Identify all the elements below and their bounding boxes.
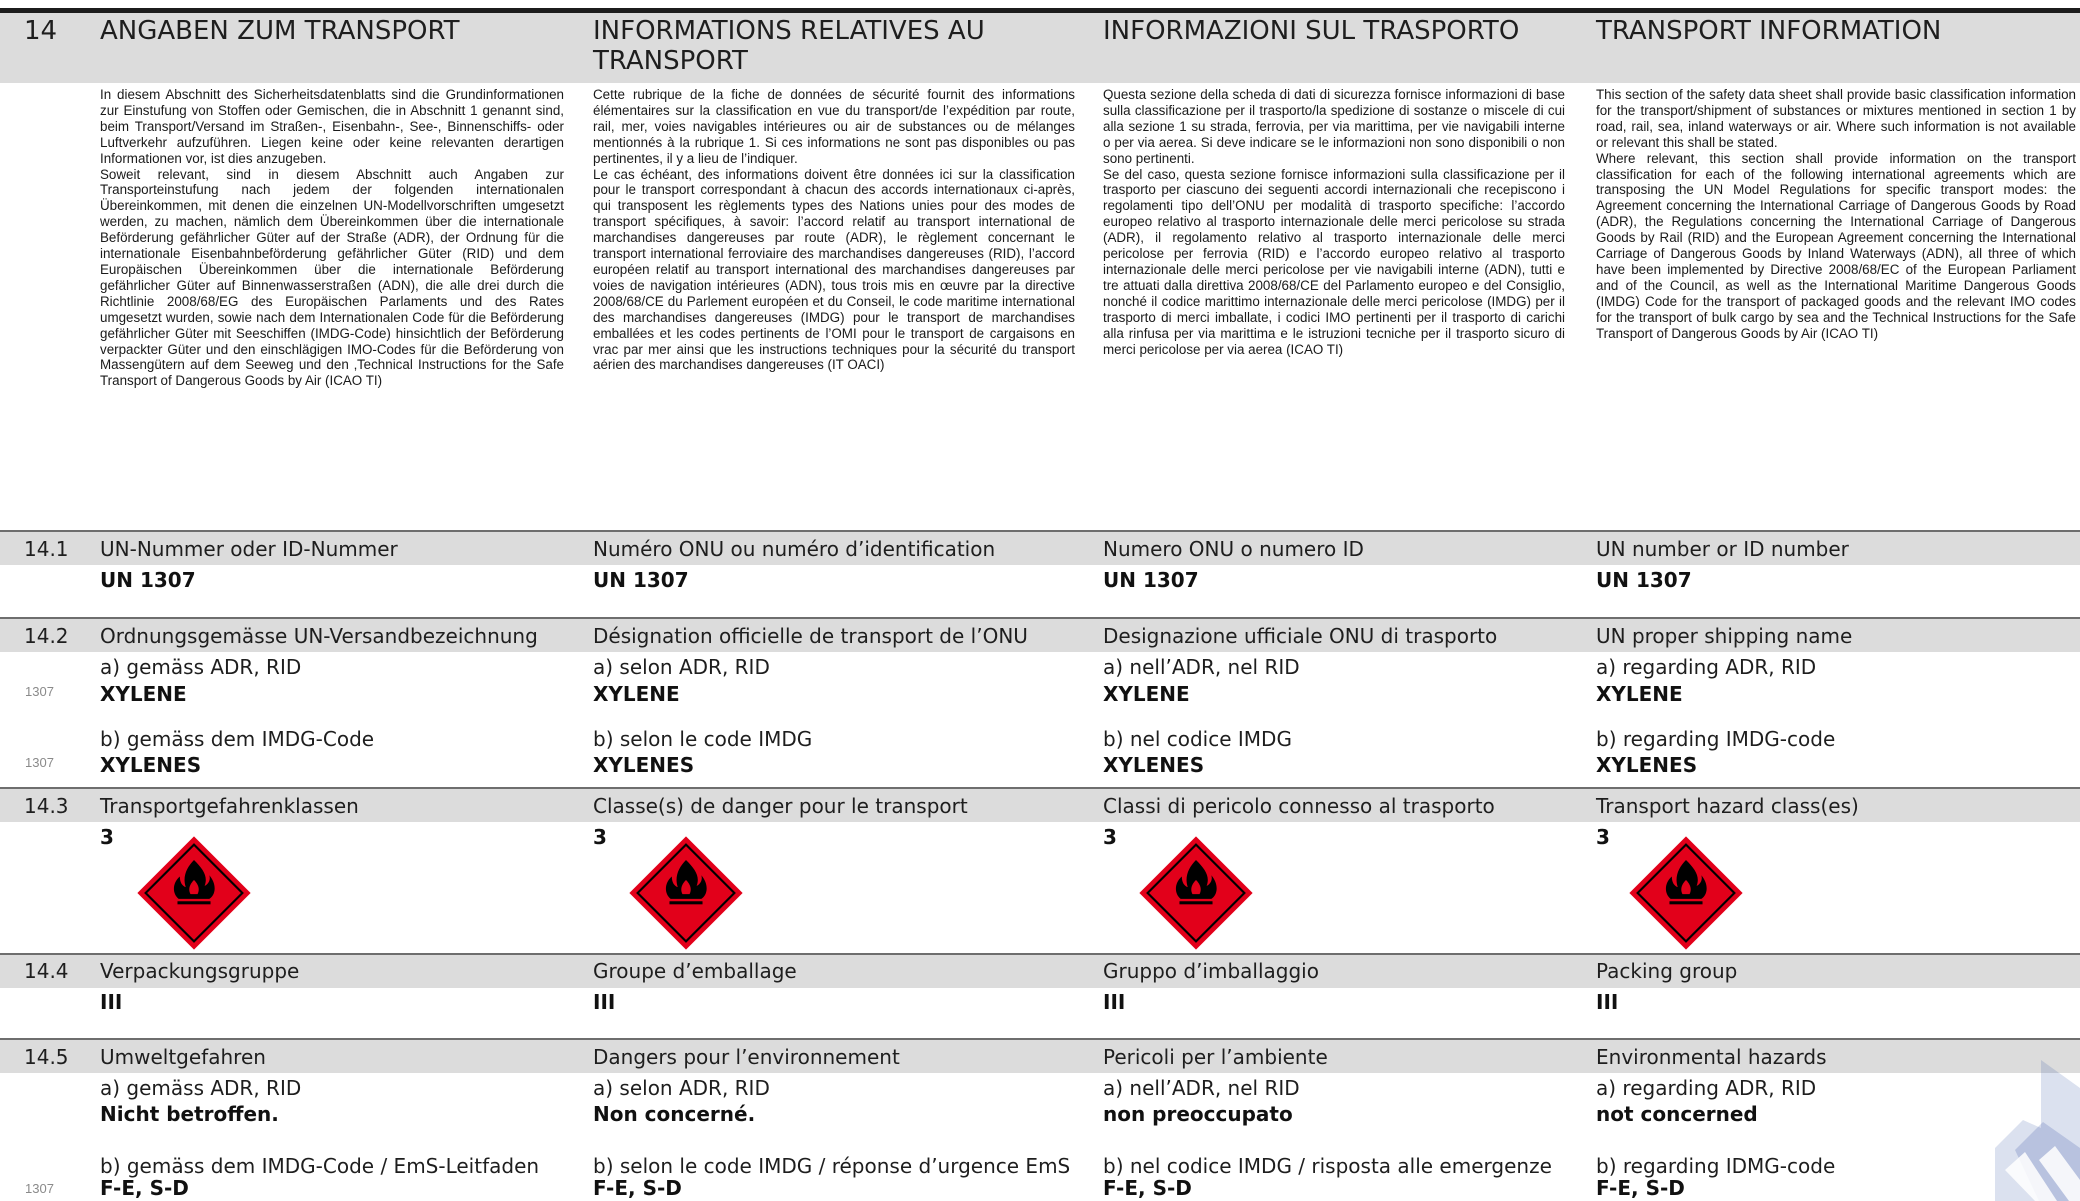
section-14-1-number: 14.1 <box>24 537 69 561</box>
s141-value-de: UN 1307 <box>100 568 196 592</box>
s142-b-value-fr: XYLENES <box>593 753 695 777</box>
heading-en: TRANSPORT INFORMATION <box>1596 16 1942 46</box>
s142-b-label-fr: b) selon le code IMDG <box>593 727 813 751</box>
intro-en <box>1596 87 2076 342</box>
s145-a-label-de: a) gemäss ADR, RID <box>100 1076 302 1100</box>
s142-a-label-fr: a) selon ADR, RID <box>593 655 770 679</box>
s145-b-label-fr: b) selon le code IMDG / réponse d’urgence EmS <box>593 1154 1071 1178</box>
s141-heading-de: UN-Nummer oder ID-Nummer <box>100 537 398 561</box>
s143-value-fr: 3 <box>593 825 607 849</box>
s142-b-label-en: b) regarding IMDG-code <box>1596 727 1836 751</box>
s144-heading-de: Verpackungsgruppe <box>100 959 300 983</box>
section-14-4-band <box>0 955 2080 988</box>
s144-value-fr: III <box>593 990 616 1014</box>
s143-heading-fr: Classe(s) de danger pour le transport <box>593 794 968 818</box>
flammable-diamond-icon <box>627 834 745 952</box>
s145-b-value-de: F-E, S-D <box>100 1176 189 1200</box>
s145-heading-en: Environmental hazards <box>1596 1045 1827 1069</box>
s145-b-value-fr: F-E, S-D <box>593 1176 682 1200</box>
s142-b-value-it: XYLENES <box>1103 753 1205 777</box>
intro-en-p2: Where relevant, this section shall provide information on the transport classification for each of the following international agreements which are transposing the UN Model Regulations for specific transport modes: the Agreement concerning the International Carriage of Dangerous Goods by Road (ADR), the Regulations concerning the International Carriage of Dangerous Goods by Rail (RID) and the European Agreement concerning the International Carriage of Dangerous Goods by Inland Waterways (ADN), all three of which have been implemented by Directive 2008/68/EC of the European Parliament and of the Council, as well as the International Maritime Dangerous Goods (IMDG) Code for the transport of packaged goods and the relevant IMO codes for the transport of bulk cargo by sea and the Technical Instructions for the Safe Transport of Dangerous Goods by Air (ICAO TI) <box>1596 150 2076 341</box>
s142-heading-en: UN proper shipping name <box>1596 624 1853 648</box>
s142-b-label-it: b) nel codice IMDG <box>1103 727 1292 751</box>
s145-b-label-de: b) gemäss dem IMDG-Code / EmS-Leitfaden <box>100 1154 540 1178</box>
s145-heading-de: Umweltgefahren <box>100 1045 266 1069</box>
s142-a-value-it: XYLENE <box>1103 682 1190 706</box>
s142-a-value-de: XYLENE <box>100 682 187 706</box>
section-14-5-number: 14.5 <box>24 1045 69 1069</box>
section-14-2-number: 14.2 <box>24 624 69 648</box>
s145-a-value-de: Nicht betroffen. <box>100 1102 279 1126</box>
section-14-3-number: 14.3 <box>24 794 69 818</box>
s142-side-code-a: 1307 <box>25 684 54 699</box>
s145-a-value-en: not concerned <box>1596 1102 1758 1126</box>
flammable-diamond-icon <box>1627 834 1745 952</box>
s144-heading-fr: Groupe d’emballage <box>593 959 797 983</box>
heading-it: INFORMAZIONI SUL TRASPORTO <box>1103 16 1520 46</box>
heading-fr: INFORMATIONS RELATIVES AU TRANSPORT <box>593 16 985 76</box>
s144-value-en: III <box>1596 990 1619 1014</box>
s145-a-value-it: non preoccupato <box>1103 1102 1293 1126</box>
s142-a-label-it: a) nell’ADR, nel RID <box>1103 655 1300 679</box>
s141-value-en: UN 1307 <box>1596 568 1692 592</box>
s141-heading-it: Numero ONU o numero ID <box>1103 537 1364 561</box>
intro-fr-p2: Le cas échéant, des informations doivent être données ici sur la classification pour le transport correspondant à chacun des accords internationaux ci-après, qui transposent les règlements types des Nations unies pour des modes de transport spécifiques, à savoir: l’accord relatif au transport international de marchandises dangereuses par route (ADR), le règlement concernant le transport international ferroviaire des marchandises dangereuses (RID), l’accord européen relatif au transport international des marchandises dangereuses par voies de navigation intérieures (ADN), tous trois mis en œuvre par la directive 2008/68/CE du Parlement européen et du Conseil, le code maritime international des marchandises dangereuses (IMDG) pour le transport de marchandises emballées et les codes pertinents de l’OMI pour le transport de cargaisons en vrac par mer ainsi que les instructions techniques pour la sécurité du transport aérien des marchandises dangereuses (IT OACI) <box>593 166 1075 373</box>
s143-heading-de: Transportgefahrenklassen <box>100 794 359 818</box>
intro-fr <box>593 87 1075 373</box>
intro-fr-p1: Cette rubrique de la fiche de données de sécurité fournit des informations élémentaires sur la classification en vue du transport/de l’expédition par route, rail, mer, voies navigables intérieures ou air de substances ou de mélanges mentionnés à la rubrique 1. Si ces informations ne sont pas disponibles ou pas pertinentes, il y a lieu de l’indiquer. <box>593 87 1075 166</box>
s142-a-label-en: a) regarding ADR, RID <box>1596 655 1817 679</box>
heading-de: ANGABEN ZUM TRANSPORT <box>100 16 460 46</box>
s143-value-it: 3 <box>1103 825 1117 849</box>
s145-a-label-it: a) nell’ADR, nel RID <box>1103 1076 1300 1100</box>
s143-heading-en: Transport hazard class(es) <box>1596 794 1859 818</box>
s144-value-de: III <box>100 990 123 1014</box>
s144-heading-it: Gruppo d’imballaggio <box>1103 959 1319 983</box>
s142-a-label-de: a) gemäss ADR, RID <box>100 655 302 679</box>
s145-heading-it: Pericoli per l’ambiente <box>1103 1045 1328 1069</box>
s141-heading-fr: Numéro ONU ou numéro d’identification <box>593 537 996 561</box>
section-14-4-number: 14.4 <box>24 959 69 983</box>
s145-a-value-fr: Non concerné. <box>593 1102 756 1126</box>
intro-it-p2: Se del caso, questa sezione fornisce informazioni sulla classificazione per il trasporto per ciascuno dei seguenti accordi internazionali che recepiscono i regolamenti tipo dell’ONU per modalità di trasporto specifiche: l’accordo europeo relativo al trasporto internazionale delle merci pericolose su strada (ADR), il regolamento relativo al trasporto internazionale delle merci pericolose per ferrovia (RID) e l’accordo europeo relativo al trasporto internazionale delle merci pericolose per vie navigabili interne (ADN), tutti e tre attuati dalla direttiva 2008/68/CE del Parlamento europeo e del Consiglio, nonché il codice marittimo internazionale delle merci pericolose (IMDG) per il trasporto di merci imballate, i codici IMO pertinenti per il trasporto di carichi alla rinfusa per via marittima e le istruzioni tecniche per il trasporto sicuro di merci pericolose per via aerea (ICAO TI) <box>1103 166 1565 357</box>
s142-b-value-en: XYLENES <box>1596 753 1698 777</box>
s142-side-code-b: 1307 <box>25 755 54 770</box>
flammable-diamond-icon <box>135 834 253 952</box>
s142-a-value-fr: XYLENE <box>593 682 680 706</box>
s142-heading-it: Designazione ufficiale ONU di trasporto <box>1103 624 1498 648</box>
s143-value-en: 3 <box>1596 825 1610 849</box>
s145-b-label-it: b) nel codice IMDG / risposta alle emergenze <box>1103 1154 1552 1178</box>
s143-value-de: 3 <box>100 825 114 849</box>
intro-de-p1: In diesem Abschnitt des Sicherheitsdatenblatts sind die Grundinformationen zur Einstufung von Stoffen oder Gemischen, die in Abschnitt 1 genannt sind, beim Transport/Versand im Straßen-, Eisenbahn-, See-, Binnenschiffs- oder Luftverkehr aufzuführen. Liegen keine oder keine relevanten derartigen Informationen vor, ist dies anzugeben. <box>100 87 564 166</box>
s141-heading-en: UN number or ID number <box>1596 537 1849 561</box>
s141-value-fr: UN 1307 <box>593 568 689 592</box>
s145-b-label-en: b) regarding IDMG-code <box>1596 1154 1836 1178</box>
intro-en-p1: This section of the safety data sheet shall provide basic classification information for the transport/shipment of substances or mixtures mentioned in section 1 by road, rail, sea, inland waterways or air. Where such information is not available or relevant this shall be stated. <box>1596 87 2076 150</box>
s143-heading-it: Classi di pericolo connesso al trasporto <box>1103 794 1495 818</box>
s141-value-it: UN 1307 <box>1103 568 1199 592</box>
s145-a-label-en: a) regarding ADR, RID <box>1596 1076 1817 1100</box>
intro-it <box>1103 87 1565 357</box>
s144-heading-en: Packing group <box>1596 959 1738 983</box>
s144-value-it: III <box>1103 990 1126 1014</box>
flammable-diamond-icon <box>1137 834 1255 952</box>
s145-a-label-fr: a) selon ADR, RID <box>593 1076 770 1100</box>
s142-heading-de: Ordnungsgemässe UN-Versandbezeichnung <box>100 624 538 648</box>
section-number: 14 <box>24 16 58 46</box>
s145-b-value-it: F-E, S-D <box>1103 1176 1192 1200</box>
s145-b-value-en: F-E, S-D <box>1596 1176 1685 1200</box>
s145-side-code-b: 1307 <box>25 1181 54 1196</box>
intro-de-p2: Soweit relevant, sind in diesem Abschnitt auch Angaben zur Transporteinstufung nach jedem der folgenden internationalen Übereinkommen, mit denen die einzelnen UN-Modellvorschriften umgesetzt werden, zu machen, nämlich dem Übereinkommen über die internationale Beförderung gefährlicher Güter auf der Straße (ADR), der Ordnung für die internationale Eisenbahnbeförderung gefährlicher Güter (RID) und dem Europäischen Übereinkommen über die internationale Beförderung gefährlicher Güter auf Binnenwasserstraßen (ADN), die alle drei durch die Richtlinie 2008/68/EG des Europäischen Parlaments und des Rates umgesetzt wurden, sowie nach dem Internationalen Code für die Beförderung gefährlicher Güter mit Seeschiffen (IMDG-Code) hinsichtlich der Beförderung verpackter Güter und den einschlägigen IMO-Codes für die Beförderung von Massengütern auf dem Seeweg und den ‚Technical Instructions for the Safe Transport of Dangerous Goods by Air (ICAO TI) <box>100 166 564 389</box>
s142-b-label-de: b) gemäss dem IMDG-Code <box>100 727 375 751</box>
intro-it-p1: Questa sezione della scheda di dati di sicurezza fornisce informazioni di base sulla classificazione per il trasporto/la spedizione di sostanze o miscele di cui alla sezione 1 su strada, ferrovia, per via marittima, per vie navigabili interne o per via aerea. Si deve indicare se le informazioni non sono disponibili o non sono pertinenti. <box>1103 87 1565 166</box>
s145-heading-fr: Dangers pour l’environnement <box>593 1045 900 1069</box>
s142-heading-fr: Désignation officielle de transport de l’ONU <box>593 624 1028 648</box>
s142-a-value-en: XYLENE <box>1596 682 1683 706</box>
s142-b-value-de: XYLENES <box>100 753 202 777</box>
intro-de <box>100 87 564 389</box>
watermark-graphic <box>1995 1060 2080 1201</box>
